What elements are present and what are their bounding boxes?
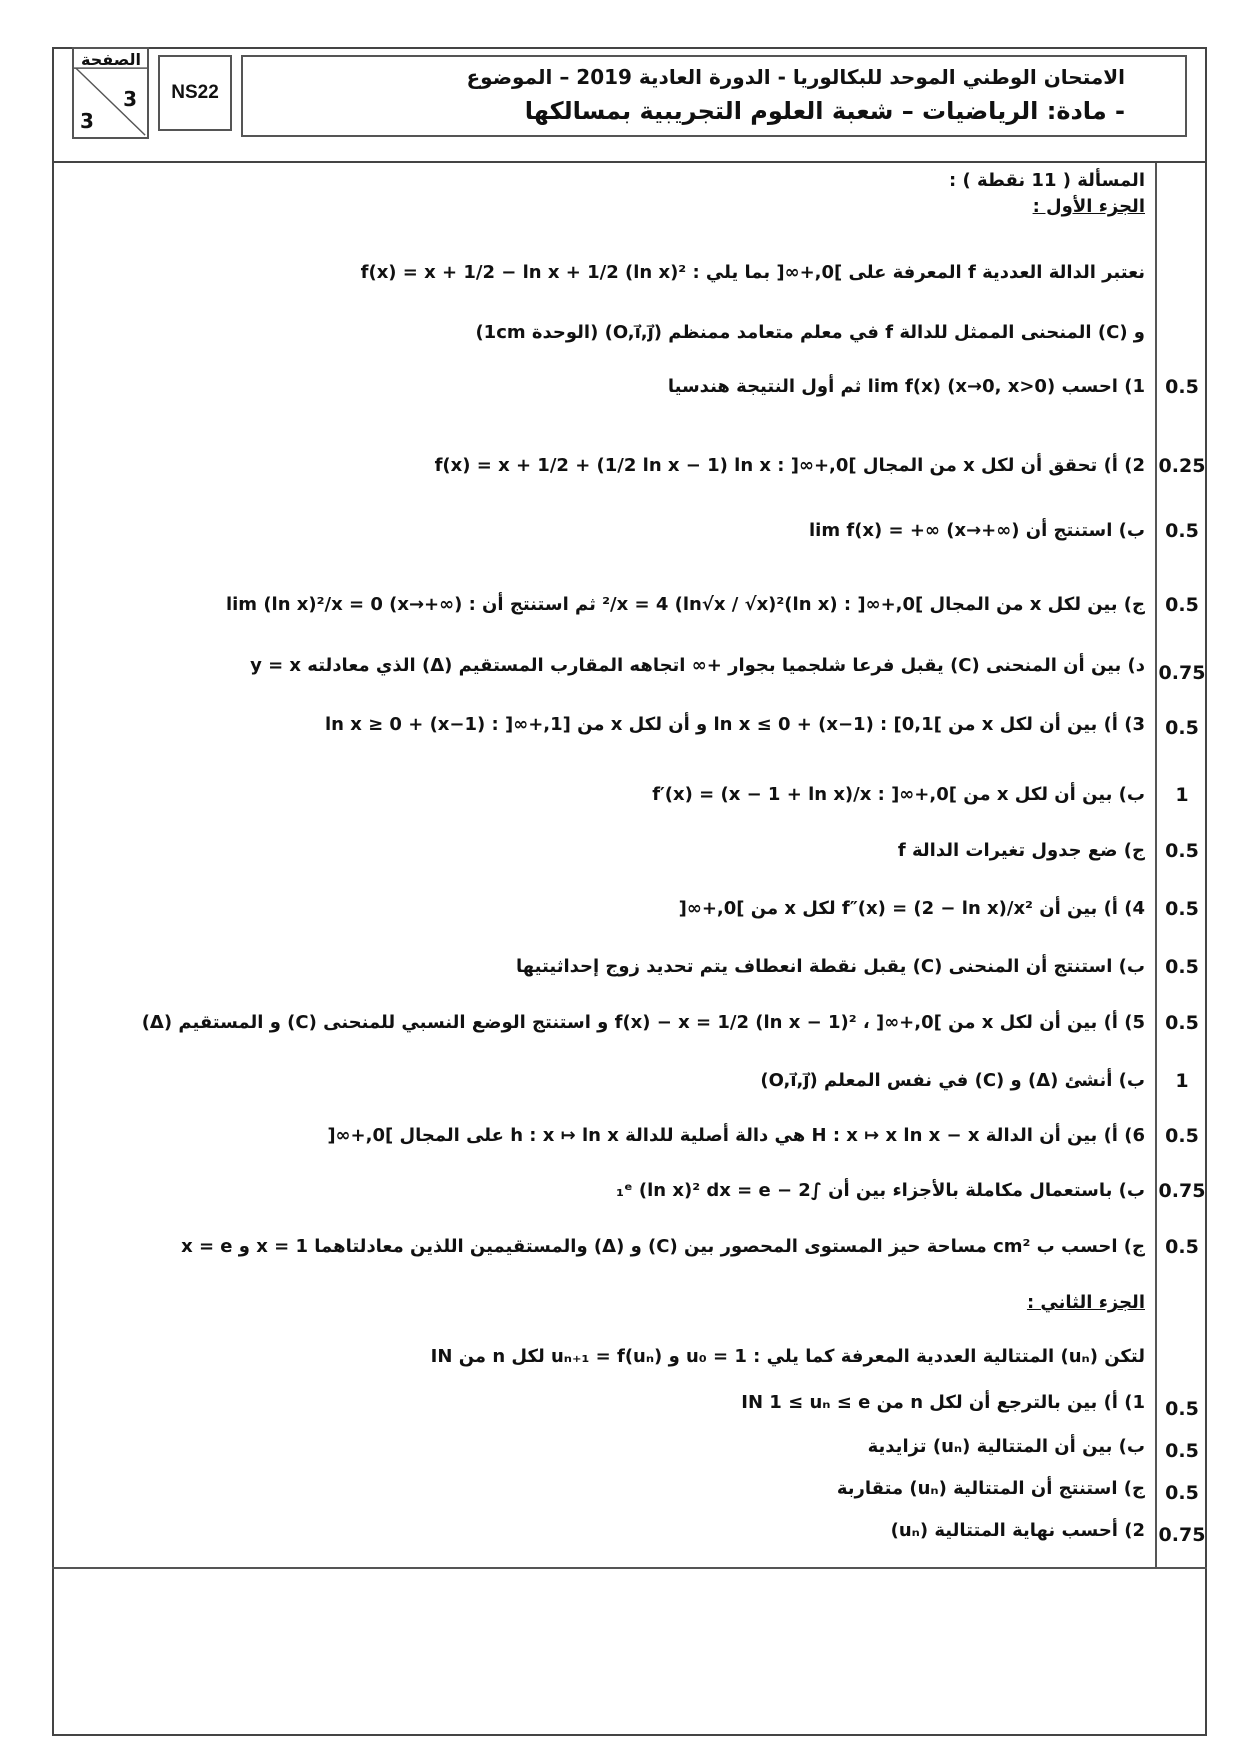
question-line: ج) احسب ب cm² مساحة حيز المستوى المحصور بين (C) و (Δ) والمستقيمين اللذين معادلتاهما x = 1 و x = e: [181, 1236, 1145, 1257]
top-divider: [52, 161, 1207, 163]
page-number-box: [72, 47, 149, 139]
question-line: ب) أنشئ (Δ) و (C) في نفس المعلم (O,i⃗,j⃗): [760, 1070, 1145, 1091]
score-value: 0.25: [1158, 455, 1206, 477]
score-value: 0.5: [1165, 1398, 1199, 1420]
score-value: 0.5: [1165, 717, 1199, 739]
score-value: 0.5: [1165, 898, 1199, 920]
question-line: ج) ضع جدول تغيرات الدالة f: [897, 840, 1145, 861]
question-line: د) بين أن المنحنى (C) يقبل فرعا شلجميا بجوار +∞ اتجاهه المقارب المستقيم (Δ) الذي معادلته y = x: [250, 655, 1145, 676]
question-line: ج) بين لكل x من المجال ]0,+∞[ : (ln x)²/x = 4 (ln√x / √x)² ثم استنتج أن : lim (ln x)²/x = 0 (x→+∞): [225, 594, 1145, 615]
score-value: 0.75: [1158, 662, 1206, 684]
question-line: 1) أ) بين بالترجع أن لكل n من IN 1 ≤ uₙ ≤ e: [741, 1392, 1145, 1413]
exam-code-box: [158, 55, 232, 131]
bottom-divider: [52, 1567, 1207, 1569]
score-value: 0.5: [1165, 840, 1199, 862]
page-label: الصفحة: [80, 50, 141, 69]
score-value: 0.5: [1165, 1482, 1199, 1504]
question-line: لتكن (uₙ) المتتالية العددية المعرفة كما يلي : u₀ = 1 و uₙ₊₁ = f(uₙ) لكل n من IN: [430, 1346, 1145, 1367]
question-line: ب) بين أن المتتالية (uₙ) تزايدية: [867, 1436, 1145, 1457]
question-line: ب) استنتج أن المنحنى (C) يقبل نقطة انعطاف يتم تحديد زوج إحداثيتيها: [516, 956, 1145, 977]
score-value: 0.5: [1165, 1236, 1199, 1258]
exam-title-box: [241, 55, 1187, 137]
score-value: 0.5: [1165, 376, 1199, 398]
score-value: 1: [1175, 1070, 1189, 1092]
score-value: 0.5: [1165, 520, 1199, 542]
score-value: 0.5: [1165, 594, 1199, 616]
question-line: ب) استنتج أن lim f(x) = +∞ (x→+∞): [809, 520, 1145, 541]
question-line: ب) بين أن لكل x من ]0,+∞[ : f′(x) = (x − 1 + ln x)/x: [652, 784, 1145, 805]
question-line: ج) استنتج أن المتتالية (uₙ) متقاربة: [836, 1478, 1145, 1499]
question-line: 4) أ) بين أن f″(x) = (2 − ln x)/x² لكل x من ]0,+∞[: [678, 898, 1145, 919]
question-line: 3) أ) بين أن لكل x من ]0,1] : (x−1) + ln x ≤ 0 و أن لكل x من [1,+∞[ : (x−1) + ln x ≥ 0: [324, 714, 1145, 735]
score-value: 0.75: [1158, 1524, 1206, 1546]
score-value: 0.5: [1165, 1125, 1199, 1147]
page-number: 3: [123, 87, 137, 111]
score-column-divider: [1155, 163, 1157, 1567]
question-line: 5) أ) بين أن لكل x من ]0,+∞[ ، f(x) − x = 1/2 (ln x − 1)² و استنتج الوضع النسبي للمنحنى (C) و المستقيم (Δ): [141, 1012, 1145, 1033]
score-value: 0.5: [1165, 1440, 1199, 1462]
score-value: 1: [1175, 784, 1189, 806]
score-value: 0.75: [1158, 1180, 1206, 1202]
question-line: 2) أ) تحقق أن لكل x من المجال ]0,+∞[ : f(x) = x + 1/2 + (1/2 ln x − 1) ln x: [434, 455, 1145, 476]
score-value: 0.5: [1165, 956, 1199, 978]
part1-heading: الجزء الأول :: [1032, 196, 1145, 217]
question-line: ب) باستعمال مكاملة بالأجزاء بين أن ∫₁ᵉ (ln x)² dx = e − 2: [616, 1180, 1145, 1201]
part2-heading: الجزء الثاني :: [1026, 1292, 1145, 1313]
exam-code: NS22: [171, 82, 219, 103]
question-line: 6) أ) بين أن الدالة H : x ↦ x ln x − x هي دالة أصلية للدالة h : x ↦ ln x على المجال ]0,+∞[: [327, 1125, 1145, 1146]
score-value: 0.5: [1165, 1012, 1199, 1034]
problem-heading: المسألة ( 11 نقطة ) :: [949, 170, 1145, 191]
exam-title-line1: الامتحان الوطني الموحد للبكالوريا - الدورة العادية 2019 – الموضوع: [466, 65, 1125, 89]
question-line: و (C) المنحنى الممثل للدالة f في معلم متعامد ممنظم (O,i⃗,j⃗) (الوحدة 1cm): [475, 322, 1145, 343]
question-line: نعتبر الدالة العددية f المعرفة على ]0,+∞[ بما يلي : f(x) = x + 1/2 − ln x + 1/2 (ln x)²: [360, 262, 1145, 283]
exam-title-line2: - مادة: الرياضيات – شعبة العلوم التجريبية بمسالكها: [524, 97, 1125, 125]
question-line: 1) احسب lim f(x) (x→0, x>0) ثم أول النتيجة هندسيا: [667, 376, 1145, 397]
question-line: 2) أحسب نهاية المتتالية (uₙ): [890, 1520, 1145, 1541]
page-total: 3: [80, 109, 94, 133]
